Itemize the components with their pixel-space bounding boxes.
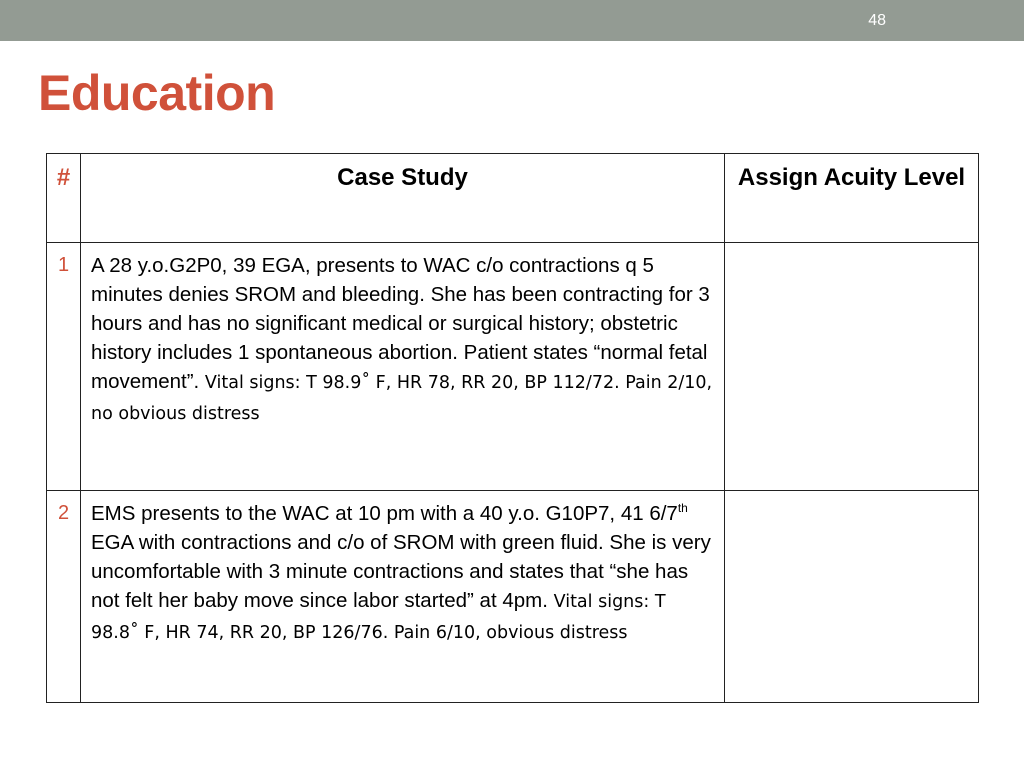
case-study-cell: [81, 243, 725, 491]
case-study-cell: [81, 491, 725, 703]
case-description: EMS presents to the WAC at 10 pm with a 40 y.o. G10P7, 41 6/7: [91, 502, 678, 525]
column-header-number: #: [47, 154, 81, 243]
row-number: 2: [47, 491, 81, 703]
case-description: A 28 y.o.G2P0, 39 EGA, presents to WAC c/o contractions q 5 minutes denies SROM and bleeding. She has been contracting for 3 hours and has no significant medical or surgical history; obstetric history includes 1 spontaneous abortion. Patient states “normal fetal movement”.: [91, 254, 710, 393]
slide-number: 48: [868, 12, 886, 29]
vital-signs: Vital signs: T 98.8˚ F, HR 74, RR 20, BP 126/76. Pain 6/10, obvious distress: [91, 592, 666, 643]
slide-title: Education: [38, 65, 276, 121]
ordinal-suffix: th: [677, 501, 688, 516]
row-number: 1: [47, 243, 81, 491]
vital-signs: Vital signs: T 98.9˚ F, HR 78, RR 20, BP 112/72. Pain 2/10, no obvious distress: [91, 373, 713, 424]
header-bar: [0, 0, 1024, 41]
case-description-continued: EGA with contractions and c/o of SROM with green fluid. She is very uncomfortable with 3 minute contractions and states that “she has not felt her baby move since labor started” at 4pm.: [91, 531, 711, 612]
case-study-table: [46, 153, 979, 703]
column-header-case-study: Case Study: [81, 154, 725, 243]
column-header-acuity: Assign Acuity Level: [725, 154, 979, 243]
table-row: [47, 243, 979, 491]
table-header-row: [47, 154, 979, 243]
table-row: [47, 491, 979, 703]
acuity-level-cell[interactable]: [725, 491, 979, 703]
acuity-level-cell[interactable]: [725, 243, 979, 491]
